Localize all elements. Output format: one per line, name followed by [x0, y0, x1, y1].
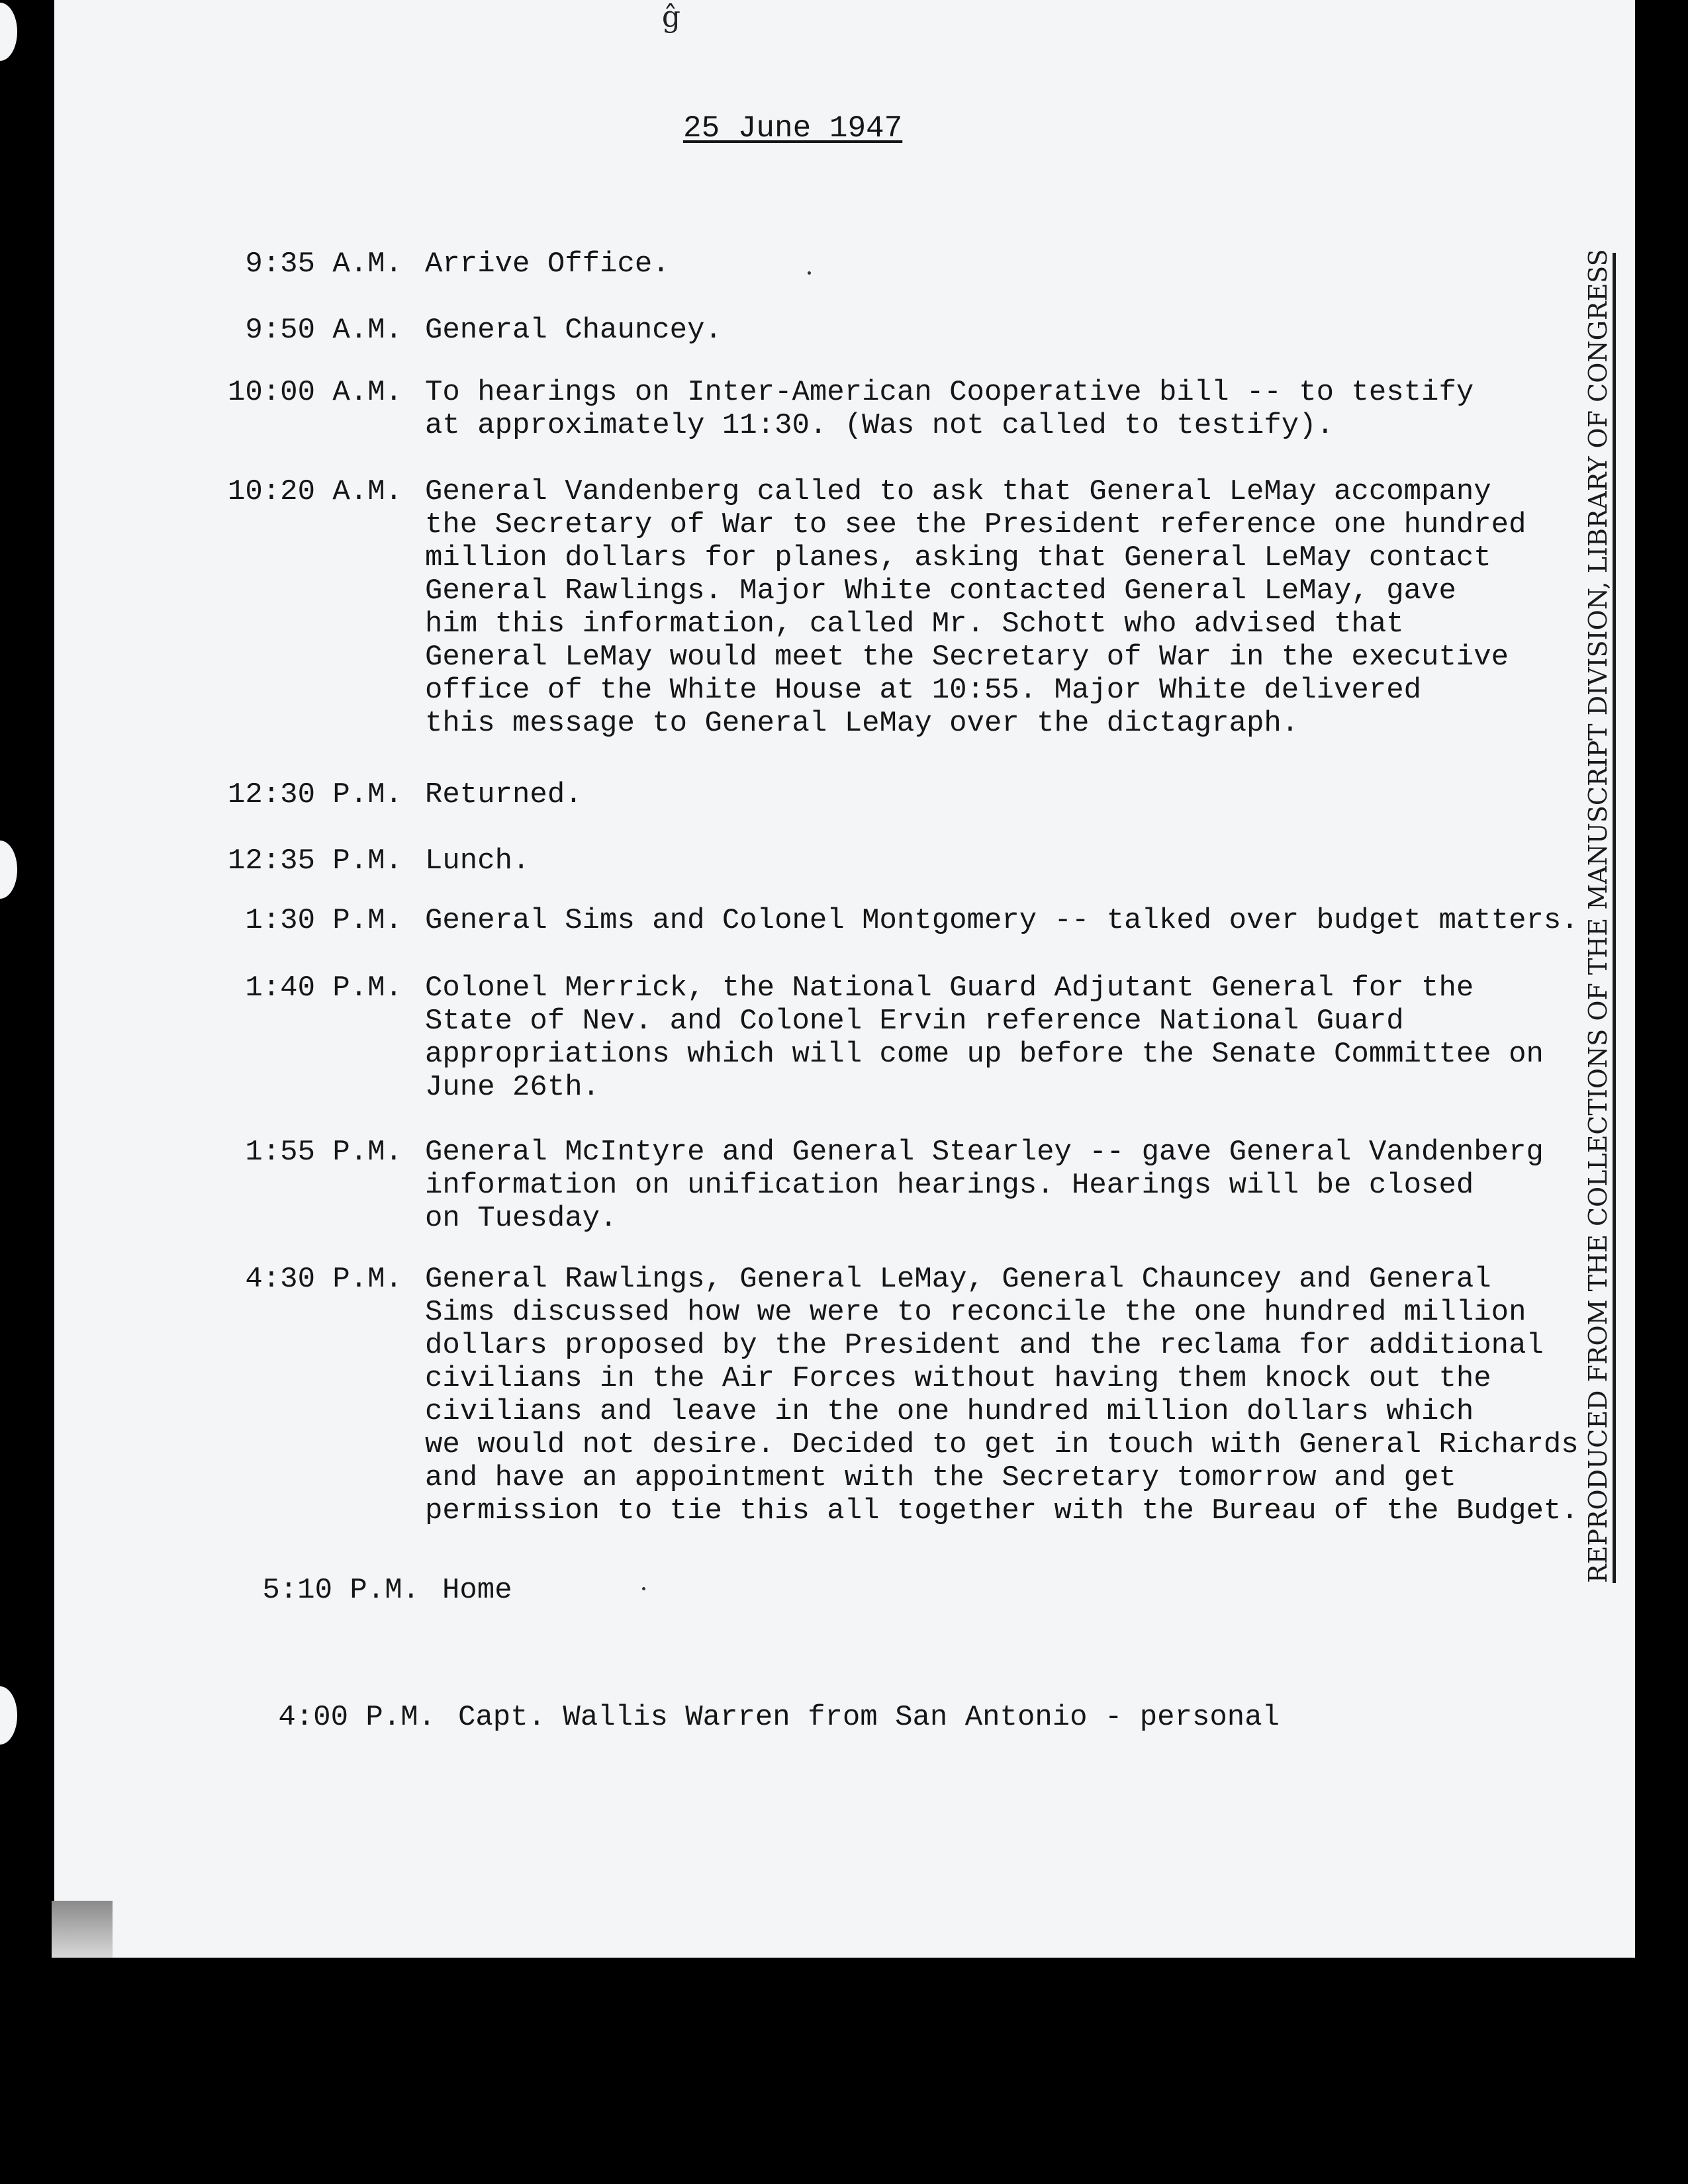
archive-stamp: REPRODUCED FROM THE COLLECTIONS OF THE MANUSCRIPT DIVISION, LIBRARY OF CONGRESS: [1580, 253, 1616, 1583]
entry-text: General Rawlings, General LeMay, General Chauncey and General Sims discussed how we were to reconcile the one hundred million dollars proposed by the President and the reclama for additional civilians in the Air Forces without having them knock out the civilians and leave in the one hundred million dollars which we would not desire. Decided to get in touch with General Richards and have an appointment with the Secretary tomorrow and get permission to tie this all together with the Bureau of the Budget.: [425, 1263, 1579, 1527]
entry-text: General Chauncey.: [425, 314, 722, 347]
stray-mark: [642, 1587, 645, 1590]
punch-hole: [0, 3, 17, 61]
entry-time: 5:10 P.M.: [262, 1574, 420, 1607]
log-entry: [278, 1701, 1623, 1734]
entry-time: 1:55 P.M.: [245, 1136, 402, 1169]
entry-time: 9:35 A.M.: [245, 248, 402, 281]
entry-time: 1:30 P.M.: [245, 904, 402, 937]
entry-text: Returned.: [425, 778, 583, 811]
log-entry: [245, 972, 1590, 1104]
log-entry: [245, 904, 1590, 937]
entry-time: 9:50 A.M.: [245, 314, 402, 347]
stray-mark: [808, 271, 811, 275]
entry-time: 10:20 A.M.: [227, 475, 402, 508]
entry-time: 4:30 P.M.: [245, 1263, 402, 1296]
entry-text: Home: [442, 1574, 512, 1607]
entry-time: 4:00 P.M.: [278, 1701, 436, 1734]
entry-text: Arrive Office.: [425, 248, 670, 281]
log-entry: [227, 778, 1590, 811]
entry-text: Capt. Wallis Warren from San Antonio - personal: [458, 1701, 1280, 1734]
punch-hole: [0, 1686, 17, 1745]
entry-time: 12:35 P.M.: [227, 844, 402, 878]
log-entry: [262, 1574, 1607, 1607]
entry-time: 10:00 A.M.: [227, 376, 402, 409]
handwritten-mark: ĝ: [661, 0, 681, 34]
entry-time: 1:40 P.M.: [245, 972, 402, 1005]
entry-text: General Sims and Colonel Montgomery -- talked over budget matters.: [425, 904, 1579, 937]
scan-smudge: [52, 1901, 113, 1958]
log-entry: [227, 475, 1590, 740]
log-entry: [245, 248, 1590, 281]
document-date: 25 June 1947: [683, 111, 903, 146]
log-entry: [227, 376, 1590, 442]
entry-text: General Vandenberg called to ask that General LeMay accompany the Secretary of War to see the President reference one hundred million dollars for planes, asking that General LeMay contact General Rawlings. Major White contacted General LeMay, gave him this information, called Mr. Schott who advised that General LeMay would meet the Secretary of War in the executive office of the White House at 10:55. Major White delivered this message to General LeMay over the dictagraph.: [425, 475, 1526, 740]
log-entry: [245, 1263, 1590, 1527]
entry-text: Lunch.: [425, 844, 530, 878]
log-entry: [245, 1136, 1590, 1235]
log-entry: [245, 314, 1590, 347]
log-entry: [227, 844, 1590, 878]
entry-text: To hearings on Inter-American Cooperative bill -- to testify at approximately 11:30. (Was not called to testify).: [425, 376, 1474, 442]
entry-text: General McIntyre and General Stearley -- gave General Vandenberg information on unification hearings. Hearings will be closed on Tuesday.: [425, 1136, 1544, 1235]
entry-time: 12:30 P.M.: [227, 778, 402, 811]
punch-hole: [0, 841, 17, 899]
entry-text: Colonel Merrick, the National Guard Adjutant General for the State of Nev. and Colonel Ervin reference National Guard appropriations which will come up before the Senate Committee on June 26th.: [425, 972, 1544, 1104]
